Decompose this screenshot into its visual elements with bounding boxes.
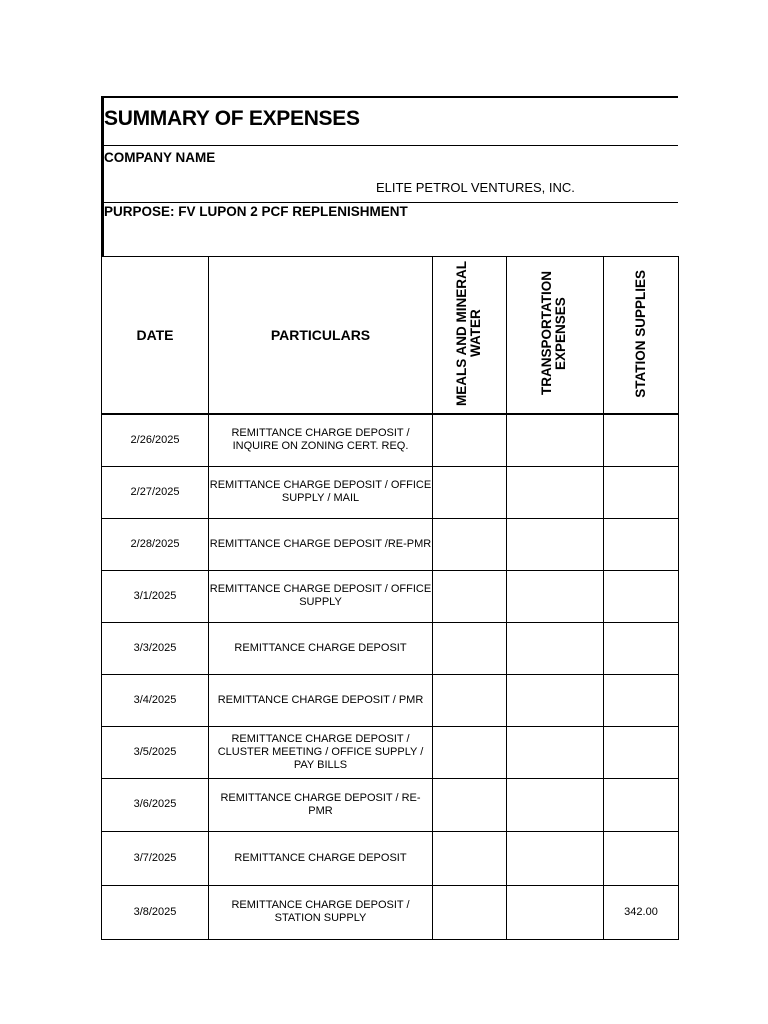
date-cell: 3/3/2025 (102, 622, 209, 674)
particulars-cell: REMITTANCE CHARGE DEPOSIT / CLUSTER MEETING / OFFICE SUPPLY / PAY BILLS (209, 726, 433, 778)
column-header-transport-label: TRANSPORTATION EXPENSES (539, 271, 568, 396)
date-cell: 3/4/2025 (102, 674, 209, 726)
transport-cell (507, 674, 604, 726)
table-row (102, 885, 679, 939)
date-cell: 3/6/2025 (102, 778, 209, 831)
sheet-title: SUMMARY OF EXPENSES (104, 107, 360, 130)
table-row (102, 466, 679, 518)
transport-cell (507, 570, 604, 622)
date-cell: 2/27/2025 (102, 466, 209, 518)
column-header-station (604, 257, 679, 415)
particulars-cell: REMITTANCE CHARGE DEPOSIT (209, 831, 433, 885)
transport-cell (507, 885, 604, 939)
transport-cell (507, 466, 604, 518)
purpose-label: PURPOSE: FV LUPON 2 PCF REPLENISHMENT (104, 204, 408, 219)
column-header-meals-label: MEALS AND MINERAL WATER (453, 261, 483, 406)
date-cell: 3/1/2025 (102, 570, 209, 622)
particulars-cell: REMITTANCE CHARGE DEPOSIT / RE-PMR (209, 778, 433, 831)
station-cell (604, 414, 679, 466)
summary-header (101, 96, 678, 256)
meals-cell (433, 414, 507, 466)
particulars-cell: REMITTANCE CHARGE DEPOSIT / OFFICE SUPPLY (209, 570, 433, 622)
transport-cell (507, 518, 604, 570)
station-cell (604, 518, 679, 570)
table-row (102, 778, 679, 831)
date-cell: 2/28/2025 (102, 518, 209, 570)
transport-cell (507, 726, 604, 778)
station-cell (604, 674, 679, 726)
meals-cell (433, 674, 507, 726)
meals-cell (433, 570, 507, 622)
table-row (102, 414, 679, 466)
column-header-station-label: STATION SUPPLIES (633, 269, 648, 398)
table-row (102, 518, 679, 570)
particulars-cell: REMITTANCE CHARGE DEPOSIT / PMR (209, 674, 433, 726)
transport-cell (507, 622, 604, 674)
meals-cell (433, 831, 507, 885)
station-cell (604, 831, 679, 885)
particulars-cell: REMITTANCE CHARGE DEPOSIT /RE-PMR (209, 518, 433, 570)
table-row (102, 831, 679, 885)
company-label: COMPANY NAME (104, 150, 216, 165)
station-cell (604, 622, 679, 674)
column-header-meals (433, 257, 507, 415)
company-name: ELITE PETROL VENTURES, INC. (376, 180, 575, 195)
station-cell (604, 466, 679, 518)
column-header-date: DATE (102, 257, 209, 415)
meals-cell (433, 885, 507, 939)
transport-cell (507, 831, 604, 885)
date-cell: 3/8/2025 (102, 885, 209, 939)
table-row (102, 622, 679, 674)
particulars-cell: REMITTANCE CHARGE DEPOSIT (209, 622, 433, 674)
station-cell (604, 726, 679, 778)
particulars-cell: REMITTANCE CHARGE DEPOSIT / OFFICE SUPPLY / MAIL (209, 466, 433, 518)
meals-cell (433, 726, 507, 778)
meals-cell (433, 622, 507, 674)
divider (104, 202, 678, 203)
transport-cell (507, 778, 604, 831)
station-cell (604, 570, 679, 622)
meals-cell (433, 778, 507, 831)
date-cell: 3/7/2025 (102, 831, 209, 885)
station-cell (604, 778, 679, 831)
particulars-cell: REMITTANCE CHARGE DEPOSIT / STATION SUPPLY (209, 885, 433, 939)
expense-summary-sheet (101, 96, 678, 940)
particulars-cell: REMITTANCE CHARGE DEPOSIT / INQUIRE ON ZONING CERT. REQ. (209, 414, 433, 466)
column-header-transport (507, 257, 604, 415)
column-header-particulars: PARTICULARS (209, 257, 433, 415)
table-row (102, 726, 679, 778)
table-row (102, 674, 679, 726)
table-row (102, 570, 679, 622)
date-cell: 3/5/2025 (102, 726, 209, 778)
meals-cell (433, 466, 507, 518)
transport-cell (507, 414, 604, 466)
date-cell: 2/26/2025 (102, 414, 209, 466)
table-header-row (102, 257, 679, 415)
expenses-table (101, 256, 679, 940)
station-cell: 342.00 (604, 885, 679, 939)
divider (104, 145, 678, 146)
meals-cell (433, 518, 507, 570)
